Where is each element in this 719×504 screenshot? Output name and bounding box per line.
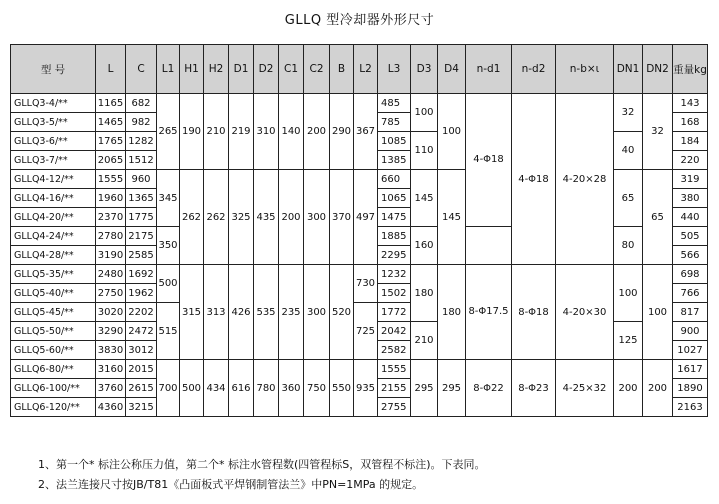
cell-nb: 4-20×28 — [556, 94, 614, 265]
cell-L3: 1885 — [378, 227, 411, 246]
table-row — [11, 360, 708, 379]
cell-L2: 725 — [354, 303, 378, 360]
cell-L3: 785 — [378, 113, 411, 132]
cell-L3: 2582 — [378, 341, 411, 360]
cell-L3: 485 — [378, 94, 411, 113]
cell-C1: 360 — [279, 360, 304, 417]
header-cell: n-b×ι — [556, 45, 614, 94]
cell-L: 1555 — [96, 170, 126, 189]
cell-H2: 434 — [204, 360, 229, 417]
dimension-table — [10, 44, 708, 417]
cell-D4: 145 — [438, 170, 466, 265]
header-cell: L — [96, 45, 126, 94]
cell-H2: 262 — [204, 170, 229, 265]
cell-D4: 180 — [438, 265, 466, 360]
cell-L: 3160 — [96, 360, 126, 379]
model-cell: GLLQ4-24/** — [11, 227, 96, 246]
cell-C: 3215 — [126, 398, 157, 417]
cell-DN1: 200 — [614, 360, 643, 417]
cell-nd1: 8-Φ17.5 — [466, 265, 512, 360]
cell-C2: 200 — [304, 94, 330, 170]
cell-weight: 2163 — [673, 398, 708, 417]
header-cell: L1 — [157, 45, 180, 94]
cell-B: 520 — [330, 265, 354, 360]
cell-D2: 435 — [254, 170, 279, 265]
header-row — [11, 45, 708, 94]
cell-weight: 143 — [673, 94, 708, 113]
cell-D1: 325 — [229, 170, 254, 265]
model-cell: GLLQ3-6/** — [11, 132, 96, 151]
cell-DN1: 80 — [614, 227, 643, 265]
header-cell: L2 — [354, 45, 378, 94]
cell-nd2: 4-Φ18 — [512, 94, 556, 265]
cell-L: 3020 — [96, 303, 126, 322]
cell-C2: 300 — [304, 265, 330, 360]
cell-weight: 440 — [673, 208, 708, 227]
cell-DN2: 65 — [643, 170, 673, 265]
cell-D3: 210 — [411, 322, 438, 360]
cell-C2: 300 — [304, 170, 330, 265]
cell-H1: 500 — [180, 360, 204, 417]
cell-DN1: 65 — [614, 170, 643, 227]
cell-C: 1365 — [126, 189, 157, 208]
cell-L: 1960 — [96, 189, 126, 208]
model-cell: GLLQ5-45/** — [11, 303, 96, 322]
model-cell: GLLQ5-40/** — [11, 284, 96, 303]
cell-D3: 180 — [411, 265, 438, 322]
cell-C: 2015 — [126, 360, 157, 379]
cell-H1: 315 — [180, 265, 204, 360]
model-cell: GLLQ6-80/** — [11, 360, 96, 379]
cell-weight: 1617 — [673, 360, 708, 379]
cell-H1: 190 — [180, 94, 204, 170]
cell-L3: 1772 — [378, 303, 411, 322]
cell-C: 1282 — [126, 132, 157, 151]
cell-nb: 4-25×32 — [556, 360, 614, 417]
cell-weight: 319 — [673, 170, 708, 189]
cell-DN1: 100 — [614, 265, 643, 322]
cell-L: 3190 — [96, 246, 126, 265]
cell-D1: 219 — [229, 94, 254, 170]
cell-L3: 1385 — [378, 151, 411, 170]
cell-C2: 750 — [304, 360, 330, 417]
cell-L3: 1065 — [378, 189, 411, 208]
header-cell: D4 — [438, 45, 466, 94]
table-title: GLLQ 型冷却器外形尺寸 — [284, 13, 435, 28]
table-row — [11, 94, 708, 113]
cell-C: 2472 — [126, 322, 157, 341]
cell-DN1: 32 — [614, 94, 643, 132]
cell-B: 290 — [330, 94, 354, 170]
cell-DN1: 40 — [614, 132, 643, 170]
cell-nb: 4-20×30 — [556, 265, 614, 360]
cell-D2: 310 — [254, 94, 279, 170]
header-cell: D1 — [229, 45, 254, 94]
cell-D3: 160 — [411, 227, 438, 265]
cell-weight: 817 — [673, 303, 708, 322]
footnote-1: 1、第一个* 标注公称压力值，第二个* 标注水管程数(四管程标S，双管程不标注)。下表同。 — [38, 458, 486, 471]
model-cell: GLLQ5-50/** — [11, 322, 96, 341]
header-cell: D2 — [254, 45, 279, 94]
cell-weight: 766 — [673, 284, 708, 303]
cell-L: 2065 — [96, 151, 126, 170]
header-cell: n-d1 — [466, 45, 512, 94]
header-cell: D3 — [411, 45, 438, 94]
cell-C: 1692 — [126, 265, 157, 284]
header-cell: B — [330, 45, 354, 94]
cell-D1: 426 — [229, 265, 254, 360]
cell-L3: 660 — [378, 170, 411, 189]
cell-D3: 145 — [411, 170, 438, 227]
model-cell: GLLQ4-20/** — [11, 208, 96, 227]
cell-nd1: 4-Φ18 — [466, 94, 512, 227]
cell-C: 2585 — [126, 246, 157, 265]
cell-weight: 220 — [673, 151, 708, 170]
cell-weight: 184 — [673, 132, 708, 151]
cell-C: 2202 — [126, 303, 157, 322]
cell-weight: 698 — [673, 265, 708, 284]
cell-L3: 1555 — [378, 360, 411, 379]
cell-weight: 505 — [673, 227, 708, 246]
cell-L3: 1502 — [378, 284, 411, 303]
cell-C: 960 — [126, 170, 157, 189]
cell-DN2: 32 — [643, 94, 673, 170]
cell-L: 2750 — [96, 284, 126, 303]
cell-L: 1165 — [96, 94, 126, 113]
header-cell: DN1 — [614, 45, 643, 94]
cell-L: 1465 — [96, 113, 126, 132]
header-cell: H2 — [204, 45, 229, 94]
cell-L3: 1085 — [378, 132, 411, 151]
cell-C: 1775 — [126, 208, 157, 227]
cell-L3: 1475 — [378, 208, 411, 227]
cell-DN1: 125 — [614, 322, 643, 360]
model-cell: GLLQ5-60/** — [11, 341, 96, 360]
cell-C1: 200 — [279, 170, 304, 265]
footnote-2: 2、法兰连接尺寸按JB/T81《凸面板式平焊钢制管法兰》中PN=1MPa 的规定。 — [38, 478, 424, 491]
cell-C: 2615 — [126, 379, 157, 398]
cell-nd1 — [466, 227, 512, 265]
cell-L2: 497 — [354, 170, 378, 265]
cell-D4: 100 — [438, 94, 466, 170]
cell-C: 3012 — [126, 341, 157, 360]
cell-L: 2370 — [96, 208, 126, 227]
cell-L: 3290 — [96, 322, 126, 341]
header-cell: L3 — [378, 45, 411, 94]
footnotes — [38, 455, 486, 495]
cell-L2: 367 — [354, 94, 378, 170]
cell-H1: 262 — [180, 170, 204, 265]
cell-C1: 235 — [279, 265, 304, 360]
cell-B: 370 — [330, 170, 354, 265]
model-cell: GLLQ6-120/** — [11, 398, 96, 417]
model-cell: GLLQ3-5/** — [11, 113, 96, 132]
cell-L: 3760 — [96, 379, 126, 398]
cell-weight: 900 — [673, 322, 708, 341]
cell-weight: 1890 — [673, 379, 708, 398]
cell-L3: 2755 — [378, 398, 411, 417]
cell-D1: 616 — [229, 360, 254, 417]
header-cell: C2 — [304, 45, 330, 94]
model-cell: GLLQ4-12/** — [11, 170, 96, 189]
cell-D3: 100 — [411, 94, 438, 132]
header-cell: H1 — [180, 45, 204, 94]
cell-D3: 295 — [411, 360, 438, 417]
cell-D4: 295 — [438, 360, 466, 417]
model-cell: GLLQ4-16/** — [11, 189, 96, 208]
header-cell: 型 号 — [11, 45, 96, 94]
cell-L: 2780 — [96, 227, 126, 246]
header-cell: C — [126, 45, 157, 94]
cell-L: 1765 — [96, 132, 126, 151]
cell-L3: 2295 — [378, 246, 411, 265]
cell-C: 982 — [126, 113, 157, 132]
cell-L1: 265 — [157, 94, 180, 170]
cell-L1: 700 — [157, 360, 180, 417]
cell-L1: 350 — [157, 227, 180, 265]
cell-DN2: 200 — [643, 360, 673, 417]
cell-DN2: 100 — [643, 265, 673, 360]
cell-weight: 1027 — [673, 341, 708, 360]
cell-C1: 140 — [279, 94, 304, 170]
cell-nd2: 8-Φ18 — [512, 265, 556, 360]
cell-L1: 500 — [157, 265, 180, 303]
cell-H2: 313 — [204, 265, 229, 360]
header-cell: C1 — [279, 45, 304, 94]
cell-L: 4360 — [96, 398, 126, 417]
cell-D2: 780 — [254, 360, 279, 417]
cell-L1: 345 — [157, 170, 180, 227]
cell-nd1: 8-Φ22 — [466, 360, 512, 417]
cell-weight: 168 — [673, 113, 708, 132]
cell-L2: 730 — [354, 265, 378, 303]
cell-L3: 1232 — [378, 265, 411, 284]
model-cell: GLLQ6-100/** — [11, 379, 96, 398]
cell-L3: 2155 — [378, 379, 411, 398]
model-cell: GLLQ4-28/** — [11, 246, 96, 265]
cell-L3: 2042 — [378, 322, 411, 341]
header-cell: n-d2 — [512, 45, 556, 94]
cell-D3: 110 — [411, 132, 438, 170]
cell-nd2: 8-Φ23 — [512, 360, 556, 417]
header-cell: 重量kg — [673, 45, 708, 94]
header-cell: DN2 — [643, 45, 673, 94]
cell-D2: 535 — [254, 265, 279, 360]
table-row — [11, 265, 708, 284]
cell-L2: 935 — [354, 360, 378, 417]
cell-weight: 380 — [673, 189, 708, 208]
cell-weight: 566 — [673, 246, 708, 265]
model-cell: GLLQ3-4/** — [11, 94, 96, 113]
cell-C: 1962 — [126, 284, 157, 303]
cell-C: 682 — [126, 94, 157, 113]
cell-B: 550 — [330, 360, 354, 417]
cell-H2: 210 — [204, 94, 229, 170]
model-cell: GLLQ3-7/** — [11, 151, 96, 170]
cell-L: 3830 — [96, 341, 126, 360]
cell-L: 2480 — [96, 265, 126, 284]
model-cell: GLLQ5-35/** — [11, 265, 96, 284]
cell-L1: 515 — [157, 303, 180, 360]
cell-C: 2175 — [126, 227, 157, 246]
cell-C: 1512 — [126, 151, 157, 170]
